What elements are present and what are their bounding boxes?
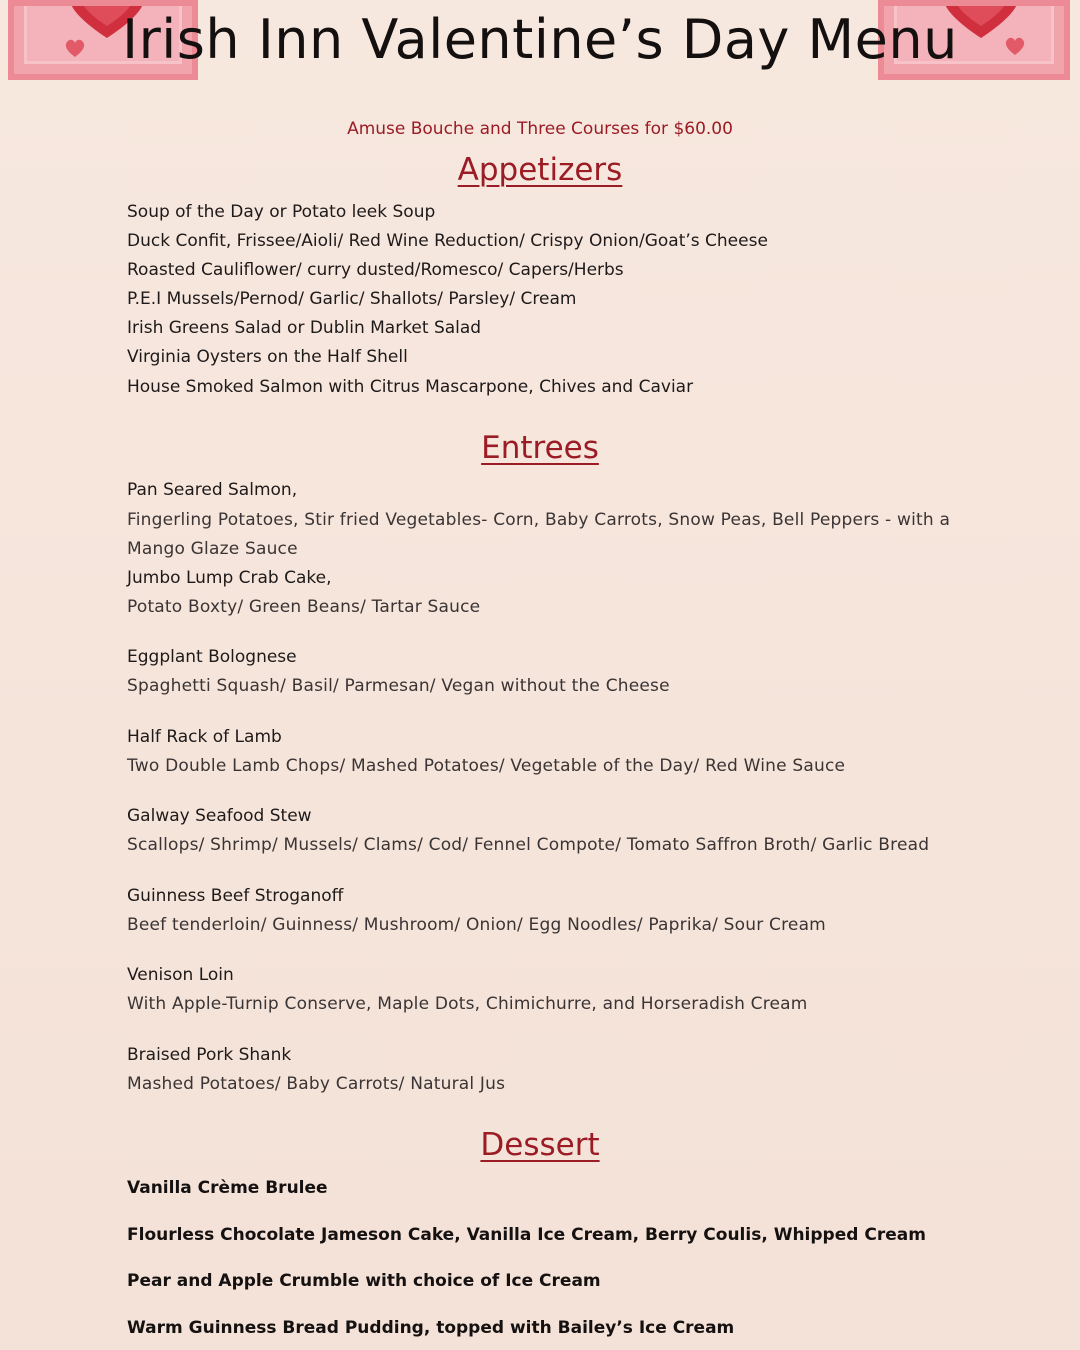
entree-name: Eggplant Bolognese (127, 647, 297, 667)
dessert-heading: Dessert (480, 1127, 600, 1163)
dessert-item: Pear and Apple Crumble with choice of Ice Cream (127, 1271, 601, 1291)
entree-description: With Apple-Turnip Conserve, Maple Dots, Chimichurre, and Horseradish Cream (127, 994, 808, 1014)
entree-name: Pan Seared Salmon, (127, 480, 298, 500)
entree-description: Mashed Potatoes/ Baby Carrots/ Natural Jus (127, 1074, 506, 1094)
entree-description: Mango Glaze Sauce (127, 539, 298, 559)
entree-description: Fingerling Potatoes, Stir fried Vegetables- Corn, Baby Carrots, Snow Peas, Bell Peppers - with a (127, 510, 951, 530)
appetizer-item: Duck Confit, Frissee/Aioli/ Red Wine Reduction/ Crispy Onion/Goat’s Cheese (127, 231, 768, 251)
appetizer-item: Roasted Cauliflower/ curry dusted/Romesco/ Capers/Herbs (127, 260, 624, 280)
entree-description: Two Double Lamb Chops/ Mashed Potatoes/ Vegetable of the Day/ Red Wine Sauce (127, 756, 846, 776)
entree-name: Jumbo Lump Crab Cake, (127, 568, 332, 588)
appetizer-item: Soup of the Day or Potato leek Soup (127, 202, 436, 222)
entree-name: Venison Loin (127, 965, 234, 985)
appetizer-item: Virginia Oysters on the Half Shell (127, 347, 408, 367)
appetizers-heading: Appetizers (457, 152, 623, 188)
entree-description: Spaghetti Squash/ Basil/ Parmesan/ Vegan without the Cheese (127, 676, 670, 696)
entree-description: Potato Boxty/ Green Beans/ Tartar Sauce (127, 597, 481, 617)
price-subtitle: Amuse Bouche and Three Courses for $60.00 (347, 119, 733, 139)
appetizer-item: P.E.I Mussels/Pernod/ Garlic/ Shallots/ Parsley/ Cream (127, 289, 577, 309)
entree-name: Braised Pork Shank (127, 1045, 292, 1065)
entree-name: Guinness Beef Stroganoff (127, 886, 344, 906)
entree-description: Beef tenderloin/ Guinness/ Mushroom/ Onion/ Egg Noodles/ Paprika/ Sour Cream (127, 915, 826, 935)
entrees-heading: Entrees (481, 430, 599, 466)
appetizer-item: House Smoked Salmon with Citrus Mascarpone, Chives and Caviar (127, 377, 694, 397)
entree-name: Half Rack of Lamb (127, 727, 282, 747)
dessert-item: Vanilla Crème Brulee (127, 1178, 328, 1198)
dessert-item: Warm Guinness Bread Pudding, topped with Bailey’s Ice Cream (127, 1318, 735, 1338)
menu-title: Irish Inn Valentine’s Day Menu (122, 8, 958, 71)
entree-name: Galway Seafood Stew (127, 806, 312, 826)
dessert-item: Flourless Chocolate Jameson Cake, Vanilla Ice Cream, Berry Coulis, Whipped Cream (127, 1225, 926, 1245)
entree-description: Scallops/ Shrimp/ Mussels/ Clams/ Cod/ Fennel Compote/ Tomato Saffron Broth/ Garlic Bread (127, 835, 930, 855)
appetizer-item: Irish Greens Salad or Dublin Market Salad (127, 318, 482, 338)
